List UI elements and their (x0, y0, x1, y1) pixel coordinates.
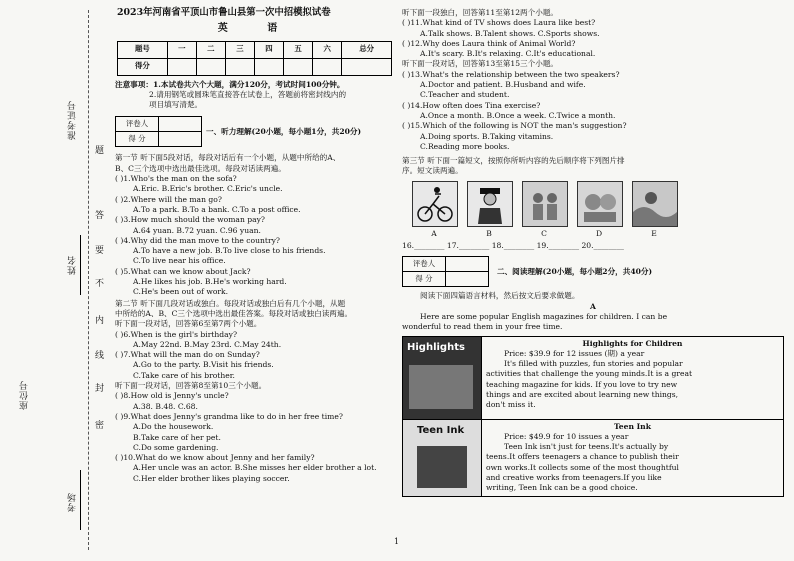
options-line: C.He's been out of work. (133, 287, 229, 297)
mag-line: Teen Ink isn't just for teens.It's actually by (504, 442, 669, 452)
warn-2: 答 (93, 210, 103, 220)
grade-label: 得 分 (116, 132, 159, 147)
picture-row (412, 181, 784, 227)
mag-line: and creative works from teenagers.If you like (486, 473, 662, 483)
picture-label: E (651, 228, 657, 238)
listening-continued (402, 8, 784, 152)
part1-title: 一、听力理解(20小题，每小题1分，共20分) (206, 126, 362, 136)
sec-intro: 听下面一段对话，回答第13至第15三个小题。 (402, 59, 559, 69)
options-line: B.Take care of her pet. (133, 432, 221, 442)
page-number: 1 (394, 537, 400, 546)
grader-box-2 (402, 256, 489, 287)
options-line: A.To have a new job. B.To live close to his friends. (133, 246, 326, 256)
picture-label: A (431, 228, 437, 238)
score-cell[interactable] (313, 58, 342, 75)
part2-intro: 阅读下面四篇语言材料，然后按文后要求做题。 (420, 291, 580, 301)
score-header-cell: 五 (284, 41, 313, 58)
magazine-highlights (402, 336, 784, 420)
options-line: A.Go to the party. B.Visit his friends. (133, 360, 274, 370)
mag-line: Price: $39.9 for 12 issues (期) a year (504, 348, 645, 358)
picture-police (467, 181, 513, 227)
score-cell[interactable] (225, 58, 254, 75)
options-line: C.Her elder brother likes playing soccer. (133, 473, 290, 483)
warn-7: 封 (93, 383, 103, 393)
question-line: ( )2.Where will the man go? (115, 194, 222, 204)
options-line: A.Eric. B.Eric's brother. C.Eric's uncle. (133, 184, 283, 194)
sec3-intro: 序。短文读两遍。 (402, 166, 463, 176)
room-underline (80, 470, 81, 530)
exam-title: 2023年河南省平顶山市鲁山县第一次中招模拟试卷 (117, 7, 331, 18)
question-line: ( )4.Why did the man move to the country? (115, 235, 280, 245)
grader-label: 评卷人 (116, 117, 159, 132)
highlights-cover (403, 337, 482, 419)
reading-intro (402, 291, 784, 332)
highlights-cover-title: Highlights (407, 341, 465, 353)
options-line: A.May 22nd. B.May 23rd. C.May 24th. (133, 339, 282, 349)
right-column (402, 8, 784, 497)
picture-cyclist (412, 181, 458, 227)
sec2-intro: 听下面一段对话，回答第8至第10三个小题。 (115, 381, 267, 391)
cover-art (409, 365, 473, 409)
police-icon (468, 182, 512, 226)
mag-heading: Teen Ink (614, 421, 651, 431)
label-exam-number: 准考证号 (68, 100, 78, 140)
options-line: C.Reading more books. (420, 141, 510, 151)
score-cell[interactable] (284, 58, 313, 75)
name-underline (80, 235, 81, 295)
subject-title: 英 语 (217, 23, 296, 35)
mag-line: own works.It collects some of the most thoughtful (486, 462, 679, 472)
grade-cell[interactable] (159, 132, 202, 147)
section2 (115, 299, 398, 484)
score-header-cell: 六 (313, 41, 342, 58)
options-line: A.Doctor and patient. B.Husband and wife. (420, 80, 586, 90)
sec2-intro: 中所给的A、B、C三个选项中选出最佳答案。每段对话或独白读两遍。 (115, 308, 353, 318)
part2-header (402, 256, 784, 287)
grader-cell[interactable] (446, 257, 489, 272)
warn-8: 密 (93, 420, 103, 430)
score-cell[interactable] (254, 58, 283, 75)
mag-line: writing, Teen Ink can be a good choice. (486, 483, 638, 493)
sec1-intro: 第一节 听下面5段对话，每段对话后有一个小题，从题中所给的A、 (115, 153, 341, 163)
sec3-intro: 第三节 听下面一篇短文，按照你所听内容的先后顺序将下列图片排 (402, 156, 625, 166)
people-icon (578, 182, 622, 226)
mag-heading: Highlights for Children (582, 338, 683, 348)
sec2-intro: 听下面一段对话，回答第6至第7两个小题。 (115, 319, 262, 329)
seal-line (88, 10, 89, 550)
label-seat: 座位号 (20, 380, 30, 410)
passage-intro: wonderful to read them in your free time. (402, 322, 563, 332)
warn-6: 线 (93, 350, 103, 360)
question-line: ( )3.How much should the woman pay? (115, 215, 265, 225)
options-line: A.Doing sports. B.Taking vitamins. (420, 131, 554, 141)
cover-art (417, 446, 467, 488)
question-line: ( )6.When is the girl's birthday? (115, 329, 238, 339)
score-cell[interactable] (342, 58, 392, 75)
mag-line: It's filled with puzzles, fun stories and popular (504, 359, 683, 369)
teen-ink-cover-title: Teen Ink (417, 424, 465, 436)
question-line: ( )11.What kind of TV shows does Laura like best? (402, 18, 596, 28)
picture-labels (411, 229, 784, 239)
picture-c (522, 181, 568, 227)
picture-label: B (486, 228, 492, 238)
teen-ink-cover (403, 420, 482, 496)
grader-box (115, 116, 202, 147)
score-header-cell: 总分 (342, 41, 392, 58)
score-cell[interactable] (196, 58, 225, 75)
answer-blanks[interactable]: 16.________ 17.________ 18.________ 19.________ 20.________ (402, 241, 624, 251)
picture-label: C (541, 228, 547, 238)
options-line: C.Teacher and student. (420, 90, 510, 100)
question-line: ( )15.Which of the following is NOT the man's suggestion? (402, 121, 627, 131)
mag-line: things and are excited about learning new things, (486, 390, 679, 400)
score-cell[interactable] (167, 58, 196, 75)
question-line: ( )10.What do we know about Jenny and her family? (115, 453, 315, 463)
picture-d (577, 181, 623, 227)
label-room: 考场 (68, 492, 78, 512)
question-line: ( )13.What's the relationship between the two speakers? (402, 69, 620, 79)
note-line: 注意事项：1.本试卷共六个大题，满分120分，考试时间100分钟。 (115, 79, 345, 89)
mag-line: teaching magazine for kids. If you love to try new (486, 379, 678, 389)
options-line: A.64 yuan. B.72 yuan. C.96 yuan. (133, 225, 261, 235)
options-line: A.Talk shows. B.Talent shows. C.Sports shows. (420, 28, 600, 38)
mag-line: Price: $49.9 for 10 issues a year (504, 431, 629, 441)
options-line: C.Take care of his brother. (133, 370, 235, 380)
options-line: C.To live near his office. (133, 256, 226, 266)
family-icon (523, 182, 567, 226)
score-header-cell: 二 (196, 41, 225, 58)
scene-icon (633, 182, 677, 226)
score-header-cell: 三 (225, 41, 254, 58)
options-line: A.Once a month. B.Once a week. C.Twice a month. (420, 110, 616, 120)
question-line: ( )12.Why does Laura think of Animal World? (402, 38, 576, 48)
sec2-intro: 第二节 听下面几段对话或独白。每段对话或独白后有几个小题，从题 (115, 298, 346, 308)
part1-header (115, 116, 398, 147)
picture-e (632, 181, 678, 227)
note-line: 项目填写清楚。 (149, 100, 203, 110)
options-line: A.He likes his job. B.He's working hard. (133, 277, 287, 287)
mag-line: don't miss it. (486, 400, 536, 410)
section1 (115, 153, 398, 297)
options-line: A.Do the housework. (133, 422, 214, 432)
picture-label: D (595, 228, 603, 238)
question-line: ( )14.How often does Tina exercise? (402, 100, 541, 110)
grade-label: 得 分 (403, 272, 446, 287)
magazine-teen-ink (402, 420, 784, 497)
options-line: A.Her uncle was an actor. B.She misses her elder brother a lot. (133, 463, 377, 473)
cyclist-icon (413, 182, 457, 226)
teen-ink-desc (482, 420, 783, 496)
warn-3: 要 (93, 245, 103, 255)
question-line: ( )1.Who's the man on the sofa? (115, 174, 237, 184)
sec1-intro: B、C三个选项中选出最佳选项。每段对话读两遍。 (115, 163, 286, 173)
binding-strip (0, 0, 110, 561)
grader-label: 评卷人 (403, 257, 446, 272)
warn-4: 不 (93, 278, 103, 288)
question-line: ( )5.What can we know about Jack? (115, 266, 251, 276)
question-line: ( )8.How old is Jenny's uncle? (115, 391, 229, 401)
label-name: 姓名 (68, 255, 78, 275)
score-header-cell: 四 (254, 41, 283, 58)
options-line: A.It's scary. B.It's relaxing. C.It's educational. (420, 49, 596, 59)
passage-intro: Here are some popular English magazines for children. I can be (420, 311, 668, 321)
options-line: C.Do some gardening. (133, 442, 219, 452)
warn-1: 题 (93, 145, 103, 155)
passage-letter: A (590, 301, 596, 311)
mag-line: teens.It offers teenagers a chance to publish their (486, 452, 679, 462)
highlights-desc (482, 337, 783, 419)
question-line: ( )9.What does Jenny's grandma like to do in her free time? (115, 411, 343, 421)
note-line: 2.请用钢笔或圆珠笔直接答在试卷上，答题前将密封线内的 (149, 89, 347, 99)
score-header-cell: 题号 (118, 41, 168, 58)
score-table (117, 41, 392, 76)
grader-cell[interactable] (159, 117, 202, 132)
warn-5: 内 (93, 315, 103, 325)
options-line: A.38. B.48. C.68. (133, 401, 198, 411)
grade-cell[interactable] (446, 272, 489, 287)
score-row-label: 得分 (118, 58, 168, 75)
question-line: ( )7.What will the man do on Sunday? (115, 350, 260, 360)
mag-line: activities that challenge the young minds.It is a great (486, 369, 693, 379)
sec-intro: 听下面一段独白，回答第11至第12两个小题。 (402, 8, 559, 17)
score-header-cell: 一 (167, 41, 196, 58)
section3 (402, 156, 784, 251)
options-line: A.To a park. B.To a bank. C.To a post office. (133, 204, 301, 214)
part2-title: 二、阅读理解(20小题，每小题2分，共40分) (497, 266, 653, 276)
exam-notes (115, 80, 398, 111)
left-column (115, 8, 398, 484)
